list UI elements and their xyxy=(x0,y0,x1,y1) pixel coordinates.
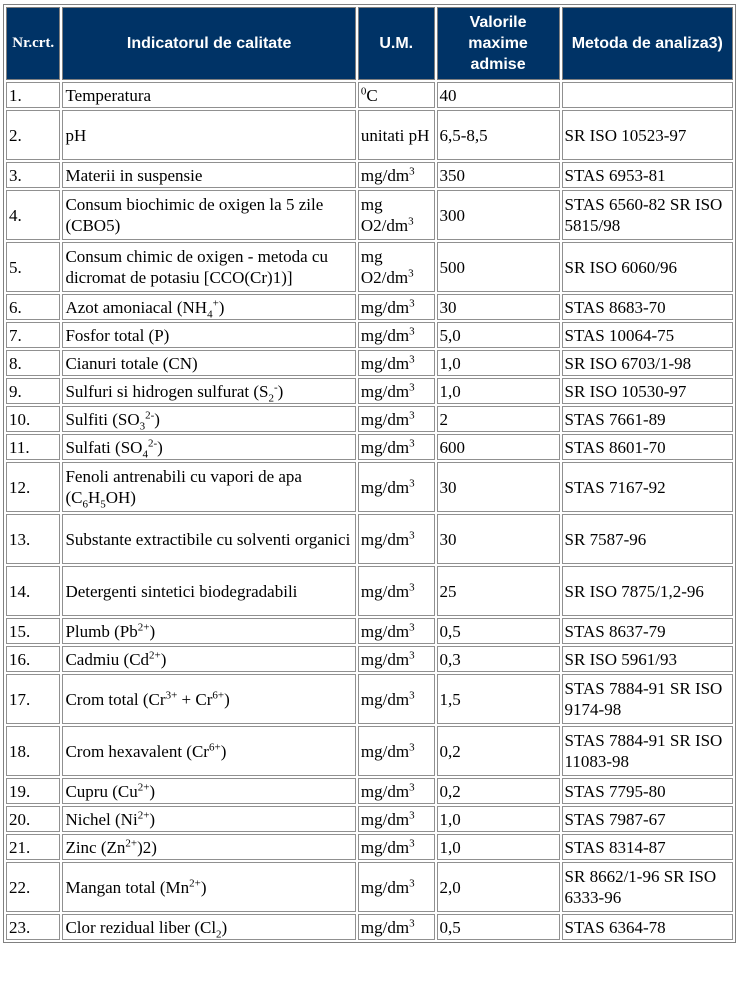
subscript: 6 xyxy=(82,498,88,511)
text-segment: ) xyxy=(149,781,156,801)
text-segment: mg/dm xyxy=(360,837,410,857)
text-segment: pH xyxy=(65,125,87,145)
cell-max-value: 600 xyxy=(437,434,560,460)
text-segment: H xyxy=(87,488,101,507)
cell-indicator xyxy=(62,514,355,564)
text-segment: Zinc (Zn xyxy=(65,837,126,857)
cell-max-value: 5,0 xyxy=(437,322,560,348)
cell-max-value: 1,0 xyxy=(437,378,560,404)
cell-indicator xyxy=(62,674,355,724)
table-row xyxy=(6,82,733,108)
cell-unit xyxy=(358,162,435,188)
table-row xyxy=(6,434,733,460)
table-row xyxy=(6,674,733,724)
text-segment: Consum biochimic de oxigen la 5 zile (CBO5) xyxy=(65,195,324,235)
cell-indicator xyxy=(62,162,355,188)
superscript: + xyxy=(212,296,219,309)
superscript: 0 xyxy=(360,84,367,97)
cell-max-value: 500 xyxy=(437,242,560,292)
cell-indicator xyxy=(62,914,355,940)
cell-max-value: 2 xyxy=(437,406,560,432)
cell-unit xyxy=(358,242,435,292)
subscript: 5 xyxy=(100,498,106,511)
cell-method: SR ISO 6703/1-98 xyxy=(562,350,733,376)
table-row xyxy=(6,566,733,616)
subscript: 2 xyxy=(216,927,222,940)
cell-method: SR 7587-96 xyxy=(562,514,733,564)
text-segment: + Cr xyxy=(177,689,213,709)
header-nr: Nr.crt. xyxy=(6,7,60,80)
table-row xyxy=(6,322,733,348)
text-segment: Crom total (Cr xyxy=(65,689,166,709)
subscript: 4 xyxy=(142,447,148,460)
superscript: 3 xyxy=(409,916,415,929)
cell-indicator xyxy=(62,294,355,320)
table-row xyxy=(6,862,733,912)
text-segment: ) xyxy=(218,297,225,317)
text-segment: mg/dm xyxy=(360,529,410,549)
header-method: Metoda de analiza3) xyxy=(562,7,733,80)
cell-max-value: 300 xyxy=(437,190,560,240)
text-segment: Crom hexavalent (Cr xyxy=(65,741,209,761)
superscript: 3 xyxy=(409,528,415,541)
cell-nr: 7. xyxy=(6,322,60,348)
cell-method: SR 8662/1-96 SR ISO 6333-96 xyxy=(562,862,733,912)
table-row xyxy=(6,462,733,512)
cell-nr: 8. xyxy=(6,350,60,376)
cell-nr: 18. xyxy=(6,726,60,776)
cell-indicator xyxy=(62,862,355,912)
text-segment: Sulfuri si hidrogen sulfurat (S xyxy=(65,381,269,401)
cell-max-value: 30 xyxy=(437,514,560,564)
cell-indicator xyxy=(62,378,355,404)
text-segment: mg O2/dm xyxy=(360,247,409,287)
text-segment: mg/dm xyxy=(360,381,410,401)
cell-max-value: 6,5-8,5 xyxy=(437,110,560,160)
cell-indicator xyxy=(62,242,355,292)
cell-max-value: 1,0 xyxy=(437,806,560,832)
table-row xyxy=(6,914,733,940)
text-segment: Clor rezidual liber (Cl xyxy=(65,917,217,937)
text-segment: mg/dm xyxy=(360,325,410,345)
text-segment: Fosfor total (P) xyxy=(65,325,170,345)
cell-indicator xyxy=(62,566,355,616)
superscript: 3 xyxy=(409,836,415,849)
cell-nr: 21. xyxy=(6,834,60,860)
cell-indicator xyxy=(62,726,355,776)
cell-max-value: 40 xyxy=(437,82,560,108)
superscript: 3 xyxy=(409,380,415,393)
text-segment: unitati pH xyxy=(360,125,430,145)
cell-nr: 12. xyxy=(6,462,60,512)
text-segment: Sulfiti (SO xyxy=(65,409,140,429)
cell-method xyxy=(562,82,733,108)
table-row xyxy=(6,294,733,320)
superscript: 3 xyxy=(409,296,415,309)
text-segment: ) xyxy=(200,877,207,897)
superscript: 3 xyxy=(408,215,414,228)
superscript: 2+ xyxy=(125,836,138,849)
text-segment: Cianuri totale (CN) xyxy=(65,353,198,373)
text-segment: mg/dm xyxy=(360,741,410,761)
text-segment: mg/dm xyxy=(360,437,410,457)
cell-unit xyxy=(358,190,435,240)
cell-unit xyxy=(358,82,435,108)
cell-method: SR ISO 6060/96 xyxy=(562,242,733,292)
cell-max-value: 2,0 xyxy=(437,862,560,912)
text-segment: Temperatura xyxy=(65,85,152,105)
superscript: 3 xyxy=(409,352,415,365)
cell-indicator xyxy=(62,434,355,460)
cell-method: SR ISO 10530-97 xyxy=(562,378,733,404)
cell-method: STAS 8683-70 xyxy=(562,294,733,320)
cell-method: STAS 8637-79 xyxy=(562,618,733,644)
table-row xyxy=(6,778,733,804)
cell-method: STAS 7167-92 xyxy=(562,462,733,512)
cell-indicator xyxy=(62,350,355,376)
table-row xyxy=(6,110,733,160)
text-segment: ) xyxy=(154,409,160,429)
cell-unit xyxy=(358,806,435,832)
text-segment: mg/dm xyxy=(360,689,410,709)
text-segment: ) xyxy=(149,809,156,829)
cell-unit xyxy=(358,862,435,912)
superscript: 3 xyxy=(409,620,415,633)
cell-nr: 6. xyxy=(6,294,60,320)
text-segment: mg/dm xyxy=(360,297,410,317)
superscript: 6+ xyxy=(212,688,225,701)
superscript: 3 xyxy=(409,808,415,821)
cell-unit xyxy=(358,674,435,724)
superscript: 2+ xyxy=(149,648,161,661)
cell-method: STAS 10064-75 xyxy=(562,322,733,348)
subscript: 2 xyxy=(268,391,274,404)
cell-unit xyxy=(358,322,435,348)
cell-method: SR ISO 5961/93 xyxy=(562,646,733,672)
superscript: 3 xyxy=(409,164,415,177)
text-segment: mg/dm xyxy=(360,353,410,373)
cell-indicator xyxy=(62,778,355,804)
superscript: 3 xyxy=(409,476,415,489)
text-segment: Fenoli antrenabili cu vapori de apa (C xyxy=(65,467,302,507)
header-um: U.M. xyxy=(358,7,435,80)
text-segment: mg/dm xyxy=(360,409,410,429)
cell-nr: 17. xyxy=(6,674,60,724)
cell-indicator xyxy=(62,82,355,108)
superscript: 3 xyxy=(409,580,415,593)
table-row xyxy=(6,618,733,644)
text-segment: ) xyxy=(224,689,230,709)
superscript: 3 xyxy=(409,324,415,337)
subscript: 4 xyxy=(207,307,213,320)
text-segment: Cupru (Cu xyxy=(65,781,138,801)
cell-nr: 11. xyxy=(6,434,60,460)
cell-unit xyxy=(358,778,435,804)
text-segment: Substante extractibile cu solventi organici xyxy=(65,529,351,549)
cell-method: STAS 8601-70 xyxy=(562,434,733,460)
cell-unit xyxy=(358,406,435,432)
subscript: 3 xyxy=(139,419,146,432)
cell-max-value: 350 xyxy=(437,162,560,188)
cell-nr: 15. xyxy=(6,618,60,644)
cell-nr: 10. xyxy=(6,406,60,432)
cell-nr: 22. xyxy=(6,862,60,912)
table-row xyxy=(6,190,733,240)
cell-max-value: 1,0 xyxy=(437,834,560,860)
cell-indicator xyxy=(62,618,355,644)
cell-max-value: 1,5 xyxy=(437,674,560,724)
text-segment: ) xyxy=(160,649,167,669)
superscript: 3 xyxy=(409,436,415,449)
superscript: 3+ xyxy=(165,688,178,701)
cell-method: STAS 7884-91 SR ISO 11083-98 xyxy=(562,726,733,776)
cell-max-value: 0,2 xyxy=(437,778,560,804)
text-segment: mg/dm xyxy=(360,917,410,937)
cell-nr: 19. xyxy=(6,778,60,804)
cell-indicator xyxy=(62,110,355,160)
cell-unit xyxy=(358,726,435,776)
header-indicator: Indicatorul de calitate xyxy=(62,7,355,80)
cell-max-value: 1,0 xyxy=(437,350,560,376)
text-segment: Detergenti sintetici biodegradabili xyxy=(65,581,298,601)
cell-indicator xyxy=(62,834,355,860)
cell-method: SR ISO 7875/1,2-96 xyxy=(562,566,733,616)
cell-unit xyxy=(358,434,435,460)
cell-method: STAS 6364-78 xyxy=(562,914,733,940)
superscript: 2+ xyxy=(137,808,150,821)
text-segment: )2) xyxy=(137,837,157,857)
superscript: 3 xyxy=(409,780,415,793)
cell-max-value: 0,5 xyxy=(437,618,560,644)
cell-method: STAS 7795-80 xyxy=(562,778,733,804)
superscript: 3 xyxy=(409,408,415,421)
cell-indicator xyxy=(62,806,355,832)
cell-nr: 16. xyxy=(6,646,60,672)
superscript: 2+ xyxy=(189,876,201,889)
text-segment: ) xyxy=(149,621,156,641)
table-row xyxy=(6,378,733,404)
table-body xyxy=(6,82,733,940)
cell-unit xyxy=(358,462,435,512)
superscript: 2+ xyxy=(137,620,150,633)
cell-method: STAS 8314-87 xyxy=(562,834,733,860)
cell-nr: 2. xyxy=(6,110,60,160)
superscript: 6+ xyxy=(208,740,221,753)
cell-method: SR ISO 10523-97 xyxy=(562,110,733,160)
cell-method: STAS 7987-67 xyxy=(562,806,733,832)
cell-unit xyxy=(358,514,435,564)
cell-unit xyxy=(358,378,435,404)
superscript: 2- xyxy=(145,408,155,421)
cell-method: STAS 6953-81 xyxy=(562,162,733,188)
text-segment: Sulfati (SO xyxy=(65,437,143,457)
text-segment: Consum chimic de oxigen - metoda cu dicromat de potasiu [CCO(Cr)1)] xyxy=(65,247,328,287)
cell-nr: 14. xyxy=(6,566,60,616)
superscript: 3 xyxy=(409,688,415,701)
text-segment: Nichel (Ni xyxy=(65,809,138,829)
text-segment: Mangan total (Mn xyxy=(65,877,190,897)
text-segment: Materii in suspensie xyxy=(65,165,203,185)
cell-method: STAS 7884-91 SR ISO 9174-98 xyxy=(562,674,733,724)
cell-unit xyxy=(358,914,435,940)
cell-indicator xyxy=(62,462,355,512)
header-values: Valorile maxime admise xyxy=(437,7,560,80)
superscript: 3 xyxy=(408,267,414,280)
superscript: 3 xyxy=(409,876,415,889)
text-segment: ) xyxy=(157,437,163,457)
cell-indicator xyxy=(62,190,355,240)
cell-unit xyxy=(358,646,435,672)
text-segment: Plumb (Pb xyxy=(65,621,138,641)
cell-nr: 23. xyxy=(6,914,60,940)
cell-max-value: 30 xyxy=(437,462,560,512)
table-row xyxy=(6,646,733,672)
cell-unit xyxy=(358,834,435,860)
table-header-row xyxy=(6,7,733,80)
cell-max-value: 0,2 xyxy=(437,726,560,776)
text-segment: mg O2/dm xyxy=(360,195,409,235)
cell-nr: 3. xyxy=(6,162,60,188)
cell-nr: 1. xyxy=(6,82,60,108)
cell-indicator xyxy=(62,322,355,348)
text-segment: mg/dm xyxy=(360,809,410,829)
cell-indicator xyxy=(62,406,355,432)
superscript: - xyxy=(274,380,278,393)
table-row xyxy=(6,162,733,188)
text-segment: C xyxy=(366,85,378,105)
cell-method: STAS 6560-82 SR ISO 5815/98 xyxy=(562,190,733,240)
cell-unit xyxy=(358,350,435,376)
text-segment: mg/dm xyxy=(360,781,410,801)
cell-nr: 9. xyxy=(6,378,60,404)
cell-indicator xyxy=(62,646,355,672)
cell-method: STAS 7661-89 xyxy=(562,406,733,432)
cell-unit xyxy=(358,566,435,616)
cell-unit xyxy=(358,294,435,320)
table-row xyxy=(6,726,733,776)
table-row xyxy=(6,350,733,376)
table-row xyxy=(6,242,733,292)
cell-max-value: 25 xyxy=(437,566,560,616)
text-segment: ) xyxy=(221,917,228,937)
text-segment: OH) xyxy=(105,488,136,507)
cell-unit xyxy=(358,110,435,160)
text-segment: ) xyxy=(277,381,284,401)
text-segment: mg/dm xyxy=(360,581,410,601)
text-segment: Azot amoniacal (NH xyxy=(65,297,208,317)
cell-max-value: 0,5 xyxy=(437,914,560,940)
cell-nr: 5. xyxy=(6,242,60,292)
table-row xyxy=(6,806,733,832)
text-segment: Cadmiu (Cd xyxy=(65,649,150,669)
text-segment: mg/dm xyxy=(360,165,410,185)
superscript: 2+ xyxy=(137,780,150,793)
text-segment: mg/dm xyxy=(360,621,410,641)
superscript: 3 xyxy=(409,648,415,661)
table-row xyxy=(6,514,733,564)
cell-max-value: 30 xyxy=(437,294,560,320)
text-segment: ) xyxy=(220,741,227,761)
table-row xyxy=(6,406,733,432)
superscript: 3 xyxy=(409,740,415,753)
superscript: 2- xyxy=(147,436,158,449)
cell-unit xyxy=(358,618,435,644)
cell-nr: 13. xyxy=(6,514,60,564)
text-segment: mg/dm xyxy=(360,477,410,497)
table-row xyxy=(6,834,733,860)
cell-nr: 4. xyxy=(6,190,60,240)
cell-max-value: 0,3 xyxy=(437,646,560,672)
water-quality-table xyxy=(3,4,736,943)
cell-nr: 20. xyxy=(6,806,60,832)
text-segment: mg/dm xyxy=(360,877,410,897)
text-segment: mg/dm xyxy=(360,649,410,669)
